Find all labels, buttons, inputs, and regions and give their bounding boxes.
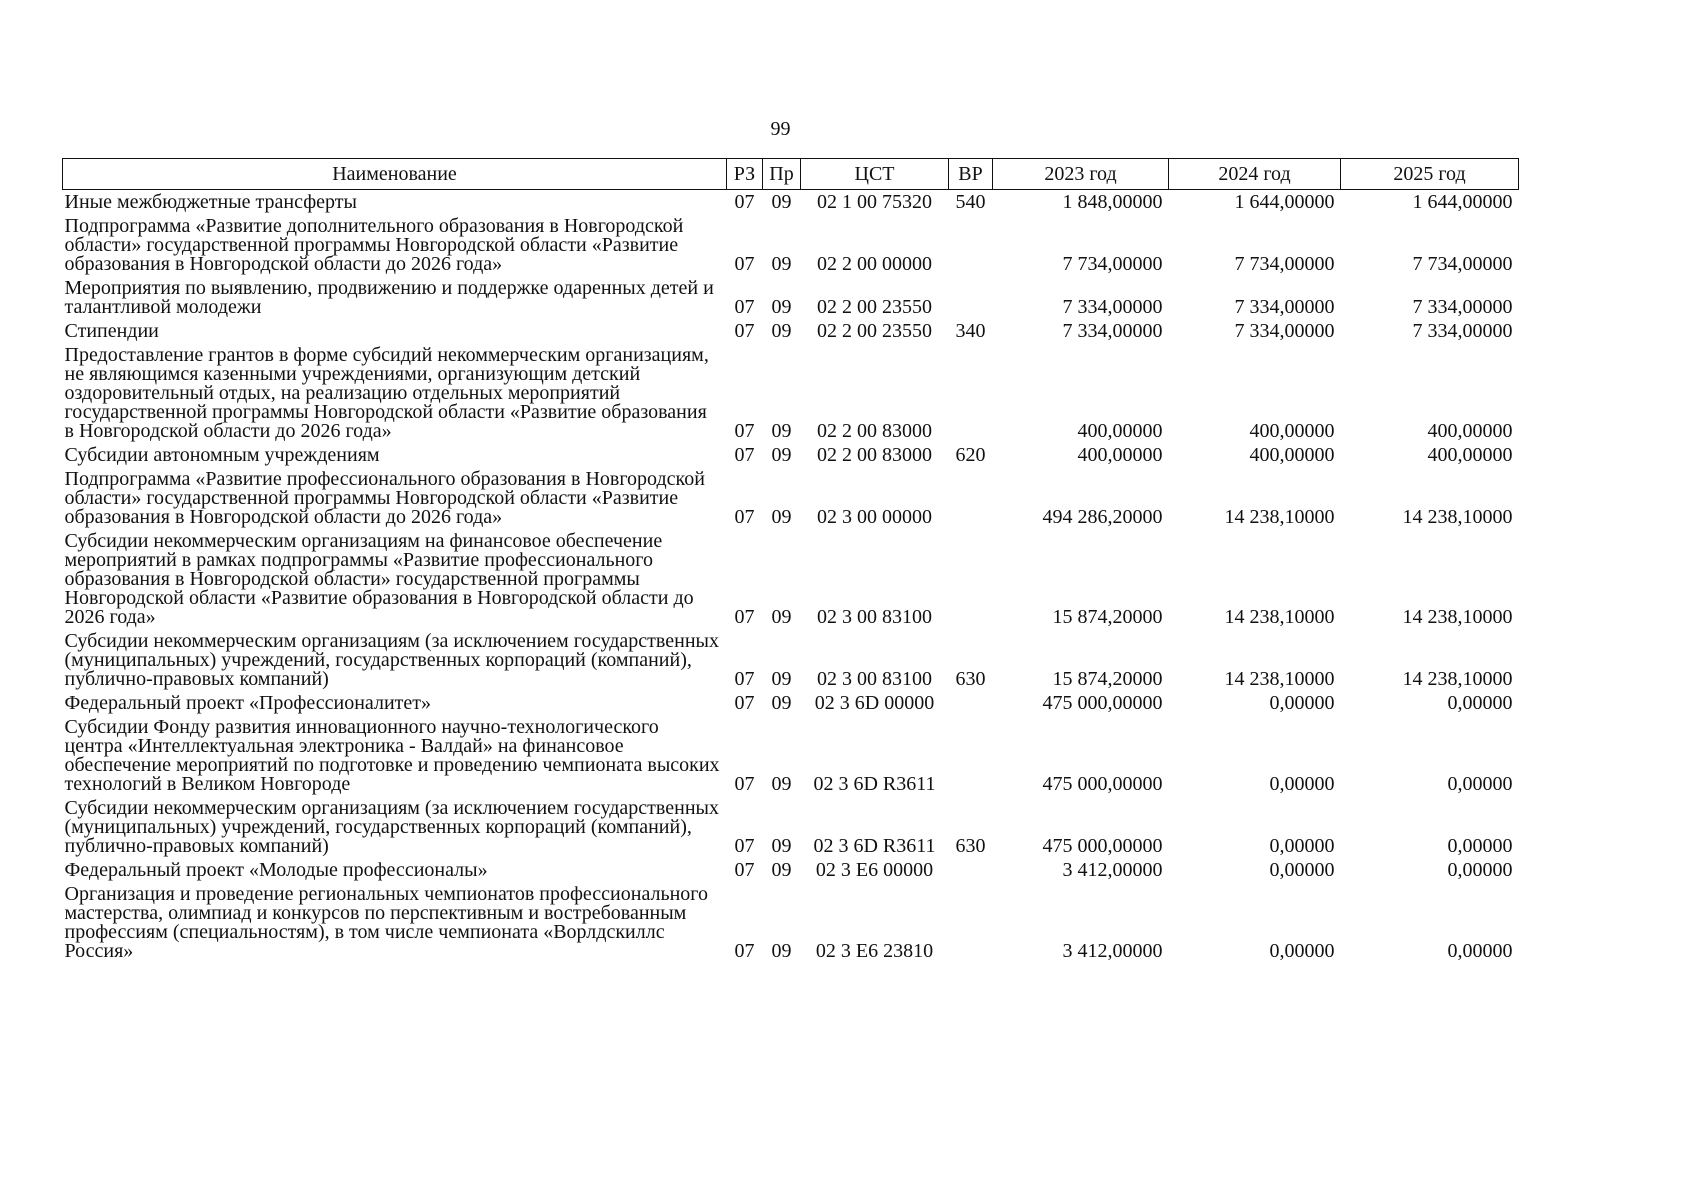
cell-rz: 07 (734, 506, 755, 528)
cell-2023: 475 000,00000 (1042, 692, 1163, 714)
cell-vr: 620 (955, 444, 986, 466)
cell-cst: 02 3 6D R3611 (813, 773, 936, 795)
cell-vr (949, 861, 993, 885)
cell-pr: 09 (771, 668, 792, 690)
cell-rz: 07 (734, 296, 755, 318)
cell-2024: 400,00000 (1249, 420, 1335, 442)
cell-vr (949, 279, 993, 322)
cell-name: Субсидии автономным учреждениям (64, 444, 380, 466)
cell-rz: 07 (734, 692, 755, 714)
budget-table (62, 158, 1519, 966)
cell-cst: 02 3 00 83100 (817, 668, 932, 690)
cell-name: Субсидии Фонду развития инновационного научно-технологического центра «Интеллектуальная электроника - Валдай» на финансовое обеспечение мероприятий по подготовке и проведению чемпионата высоких технологий в Великом Новгороде (64, 716, 720, 795)
cell-2024: 1 644,00000 (1234, 191, 1335, 213)
cell-2023: 475 000,00000 (1042, 835, 1163, 857)
cell-pr: 09 (771, 506, 792, 528)
cell-name: Организация и проведение региональных чемпионатов профессионального мастерства, олимпиад и конкурсов по перспективным и востребованным профессиям (специальностям), в том числе чемпионата «Ворлдскиллс Россия» (64, 883, 709, 962)
table-row (63, 322, 1519, 346)
cell-2025: 0,00000 (1447, 773, 1513, 795)
header-rz: РЗ (727, 159, 763, 190)
table-row (63, 532, 1519, 632)
table-row (63, 885, 1519, 966)
cell-pr: 09 (771, 320, 792, 342)
cell-pr: 09 (771, 420, 792, 442)
table-row (63, 861, 1519, 885)
cell-2025: 400,00000 (1427, 444, 1513, 466)
cell-vr: 340 (955, 320, 986, 342)
cell-2023: 15 874,20000 (1052, 606, 1163, 628)
header-pr: Пр (763, 159, 801, 190)
cell-rz: 07 (734, 420, 755, 442)
cell-rz: 07 (734, 773, 755, 795)
cell-rz: 07 (734, 940, 755, 962)
cell-name: Федеральный проект «Профессионалитет» (64, 692, 432, 714)
cell-rz: 07 (734, 320, 755, 342)
cell-pr: 09 (771, 296, 792, 318)
cell-cst: 02 2 00 83000 (817, 444, 932, 466)
table-row (63, 446, 1519, 470)
cell-name: Субсидии некоммерческим организациям на финансовое обеспечение мероприятий в рамках подпрограммы «Развитие профессионального образования в Новгородской области» государственной программы Новгородской области «Развитие образования в Новгородской области до 2026 года» (64, 530, 694, 628)
header-2024: 2024 год (1169, 159, 1341, 190)
cell-cst: 02 3 00 00000 (817, 506, 932, 528)
cell-2024: 7 734,00000 (1234, 253, 1335, 275)
cell-2024: 7 334,00000 (1234, 320, 1335, 342)
table-row (63, 694, 1519, 718)
cell-rz: 07 (734, 253, 755, 275)
cell-name: Мероприятия по выявлению, продвижению и поддержке одаренных детей и талантливой молодежи (64, 277, 714, 318)
cell-2024: 400,00000 (1249, 444, 1335, 466)
cell-rz: 07 (734, 606, 755, 628)
cell-2023: 7 334,00000 (1062, 296, 1163, 318)
cell-2024: 0,00000 (1269, 835, 1335, 857)
cell-2025: 14 238,10000 (1402, 506, 1513, 528)
cell-vr: 630 (955, 835, 986, 857)
cell-rz: 07 (734, 191, 755, 213)
cell-2025: 1 644,00000 (1412, 191, 1513, 213)
cell-cst: 02 3 00 83100 (817, 606, 932, 628)
cell-pr: 09 (771, 940, 792, 962)
cell-2025: 400,00000 (1427, 420, 1513, 442)
cell-name: Предоставление грантов в форме субсидий некоммерческим организациям, не являющимся казенными учреждениями, организующим детский оздоровительный отдых, на реализацию отдельных мероприятий государственной программы Новгородской области «Развитие образования в Новгородской области до 2026 года» (64, 344, 709, 442)
cell-pr: 09 (771, 253, 792, 275)
table-row (63, 470, 1519, 532)
table-body (63, 190, 1519, 967)
cell-vr: 540 (955, 191, 986, 213)
cell-cst: 02 2 00 23550 (817, 320, 932, 342)
header-2025: 2025 год (1341, 159, 1519, 190)
cell-pr: 09 (771, 692, 792, 714)
cell-2024: 0,00000 (1269, 773, 1335, 795)
cell-2025: 7 334,00000 (1412, 320, 1513, 342)
cell-2023: 7 734,00000 (1062, 253, 1163, 275)
cell-cst: 02 3 E6 23810 (815, 940, 934, 962)
cell-vr (949, 346, 993, 446)
cell-2025: 0,00000 (1447, 859, 1513, 881)
cell-name: Федеральный проект «Молодые профессионалы» (64, 859, 488, 881)
table-row (63, 632, 1519, 694)
cell-2023: 15 874,20000 (1052, 668, 1163, 690)
cell-2023: 7 334,00000 (1062, 320, 1163, 342)
cell-name: Иные межбюджетные трансферты (64, 191, 357, 213)
cell-name: Подпрограмма «Развитие профессионального образования в Новгородской области» государственной программы Новгородской области «Развитие образования в Новгородской области до 2026 года» (64, 468, 705, 528)
cell-cst: 02 1 00 75320 (817, 191, 932, 213)
cell-2024: 0,00000 (1269, 692, 1335, 714)
cell-2025: 7 734,00000 (1412, 253, 1513, 275)
page-number: 99 (770, 118, 791, 140)
cell-vr (949, 718, 993, 799)
cell-2025: 0,00000 (1447, 692, 1513, 714)
cell-cst: 02 2 00 23550 (817, 296, 932, 318)
cell-vr (949, 470, 993, 532)
cell-vr (949, 885, 993, 966)
cell-2023: 3 412,00000 (1062, 940, 1163, 962)
cell-pr: 09 (771, 191, 792, 213)
cell-rz: 07 (734, 835, 755, 857)
cell-2025: 14 238,10000 (1402, 668, 1513, 690)
cell-2024: 0,00000 (1269, 859, 1335, 881)
cell-name: Субсидии некоммерческим организациям (за исключением государственных (муниципальных) учреждений, государственных корпораций (компаний), публично-правовых компаний) (64, 630, 719, 690)
cell-vr (949, 694, 993, 718)
cell-2023: 400,00000 (1077, 420, 1163, 442)
cell-2024: 0,00000 (1269, 940, 1335, 962)
cell-name: Субсидии некоммерческим организациям (за исключением государственных (муниципальных) учреждений, государственных корпораций (компаний), публично-правовых компаний) (64, 797, 719, 857)
cell-name: Подпрограмма «Развитие дополнительного образования в Новгородской области» государственной программы Новгородской области «Развитие образования в Новгородской области до 2026 года» (64, 215, 684, 275)
cell-cst: 02 3 E6 00000 (815, 859, 934, 881)
cell-rz: 07 (734, 859, 755, 881)
cell-vr (949, 532, 993, 632)
cell-vr: 630 (955, 668, 986, 690)
cell-2024: 7 334,00000 (1234, 296, 1335, 318)
header-name: Наименование (63, 159, 727, 190)
cell-cst: 02 2 00 83000 (817, 420, 932, 442)
cell-pr: 09 (771, 773, 792, 795)
cell-rz: 07 (734, 668, 755, 690)
cell-vr (949, 217, 993, 279)
table-row (63, 799, 1519, 861)
cell-2023: 494 286,20000 (1042, 506, 1163, 528)
cell-pr: 09 (771, 606, 792, 628)
cell-pr: 09 (771, 835, 792, 857)
cell-cst: 02 3 6D R3611 (813, 835, 936, 857)
table-row (63, 346, 1519, 446)
cell-cst: 02 3 6D 00000 (814, 692, 935, 714)
cell-2024: 14 238,10000 (1224, 506, 1335, 528)
table-row (63, 718, 1519, 799)
cell-2025: 14 238,10000 (1402, 606, 1513, 628)
header-cst: ЦСТ (801, 159, 949, 190)
table-row (63, 217, 1519, 279)
cell-name: Стипендии (64, 320, 159, 342)
cell-2023: 1 848,00000 (1062, 191, 1163, 213)
cell-2024: 14 238,10000 (1224, 668, 1335, 690)
cell-2023: 400,00000 (1077, 444, 1163, 466)
cell-2024: 14 238,10000 (1224, 606, 1335, 628)
cell-pr: 09 (771, 859, 792, 881)
header-2023: 2023 год (993, 159, 1169, 190)
cell-cst: 02 2 00 00000 (817, 253, 932, 275)
cell-2023: 3 412,00000 (1062, 859, 1163, 881)
cell-2025: 0,00000 (1447, 835, 1513, 857)
cell-rz: 07 (734, 444, 755, 466)
cell-pr: 09 (771, 444, 792, 466)
header-vr: ВР (949, 159, 993, 190)
cell-2023: 475 000,00000 (1042, 773, 1163, 795)
cell-2025: 7 334,00000 (1412, 296, 1513, 318)
table-header-row (63, 159, 1519, 190)
table-row (63, 190, 1519, 218)
table-row (63, 279, 1519, 322)
cell-2025: 0,00000 (1447, 940, 1513, 962)
